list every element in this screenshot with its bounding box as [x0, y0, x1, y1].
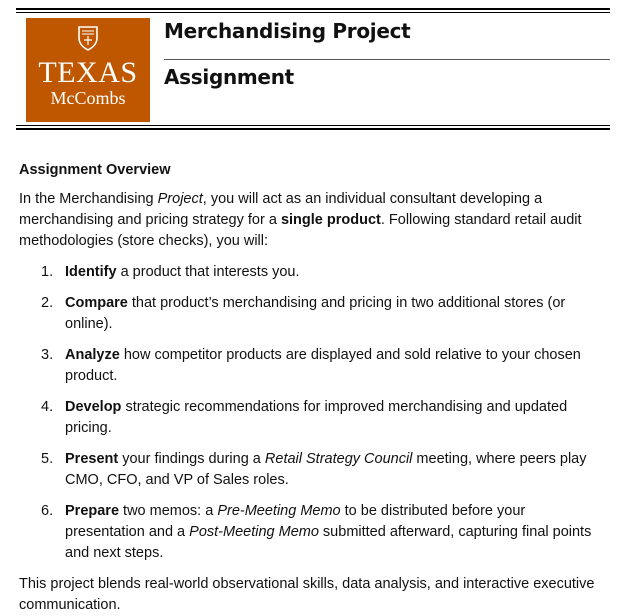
list-number: 3. — [41, 347, 54, 363]
step-verb: Compare — [65, 295, 128, 311]
step-text: that product’s merchandising and pricing in two additional stores (or online). — [65, 295, 566, 332]
logo-mccombs-text: McCombs — [50, 88, 126, 108]
list-item — [19, 262, 609, 283]
step-text: strategic recommendations for improved merchandising and updated pricing. — [65, 399, 568, 436]
header-top-rule-thin — [16, 12, 610, 13]
step-verb: Prepare — [65, 503, 120, 519]
document-subtitle: Assignment — [164, 65, 294, 89]
document-body — [19, 160, 609, 616]
list-item — [19, 449, 609, 491]
list-item — [19, 501, 609, 564]
title-divider — [164, 59, 610, 60]
list-number: 1. — [41, 264, 54, 280]
list-number: 6. — [41, 503, 54, 519]
step-italic: Pre-Meeting Memo — [217, 503, 341, 519]
list-item — [19, 345, 609, 387]
list-item — [19, 397, 609, 439]
step-verb: Analyze — [65, 347, 120, 363]
step-text: submitted afterward, capturing final points and next steps. — [65, 524, 592, 561]
step-text: a product that interests you. — [116, 264, 300, 280]
texas-mccombs-logo — [26, 18, 150, 122]
step-text: how competitor products are displayed and sold relative to your chosen product. — [65, 347, 581, 384]
step-text: two memos: a — [119, 503, 218, 519]
step-italic: Retail Strategy Council — [264, 451, 413, 467]
list-number: 4. — [41, 399, 54, 415]
document-header — [16, 8, 610, 130]
list-item — [19, 293, 609, 335]
intro-text: , you will act as an individual consultant developing a merchandising and pricing strategy for a — [19, 191, 543, 228]
header-bottom-rule-thin — [16, 125, 610, 126]
step-text: your findings during a — [118, 451, 265, 467]
header-top-rule — [16, 8, 610, 10]
section-heading: Assignment Overview — [19, 162, 171, 178]
list-number: 2. — [41, 295, 54, 311]
shield-icon — [77, 25, 99, 51]
logo-texas-text: TEXAS — [38, 56, 138, 89]
step-verb: Develop — [65, 399, 122, 415]
step-verb: Present — [65, 451, 119, 467]
list-number: 5. — [41, 451, 54, 467]
closing-paragraph: This project blends real-world observational skills, data analysis, and interactive executive communication. — [19, 576, 595, 613]
intro-bold: single product — [280, 212, 381, 228]
header-bottom-rule — [16, 128, 610, 130]
step-text: to be distributed before your presentation and a — [65, 503, 526, 540]
step-italic: Post-Meeting Memo — [189, 524, 319, 540]
document-title: Merchandising Project — [164, 19, 411, 43]
intro-italic: Project — [157, 191, 203, 207]
steps-list — [19, 262, 609, 564]
step-text: meeting, where peers play CMO, CFO, and VP of Sales roles. — [65, 451, 587, 488]
intro-text: . Following standard retail audit methodologies (store checks), you will: — [19, 212, 582, 249]
intro-paragraph — [19, 189, 609, 252]
step-verb: Identify — [65, 264, 117, 280]
intro-text: In the Merchandising — [19, 191, 158, 207]
